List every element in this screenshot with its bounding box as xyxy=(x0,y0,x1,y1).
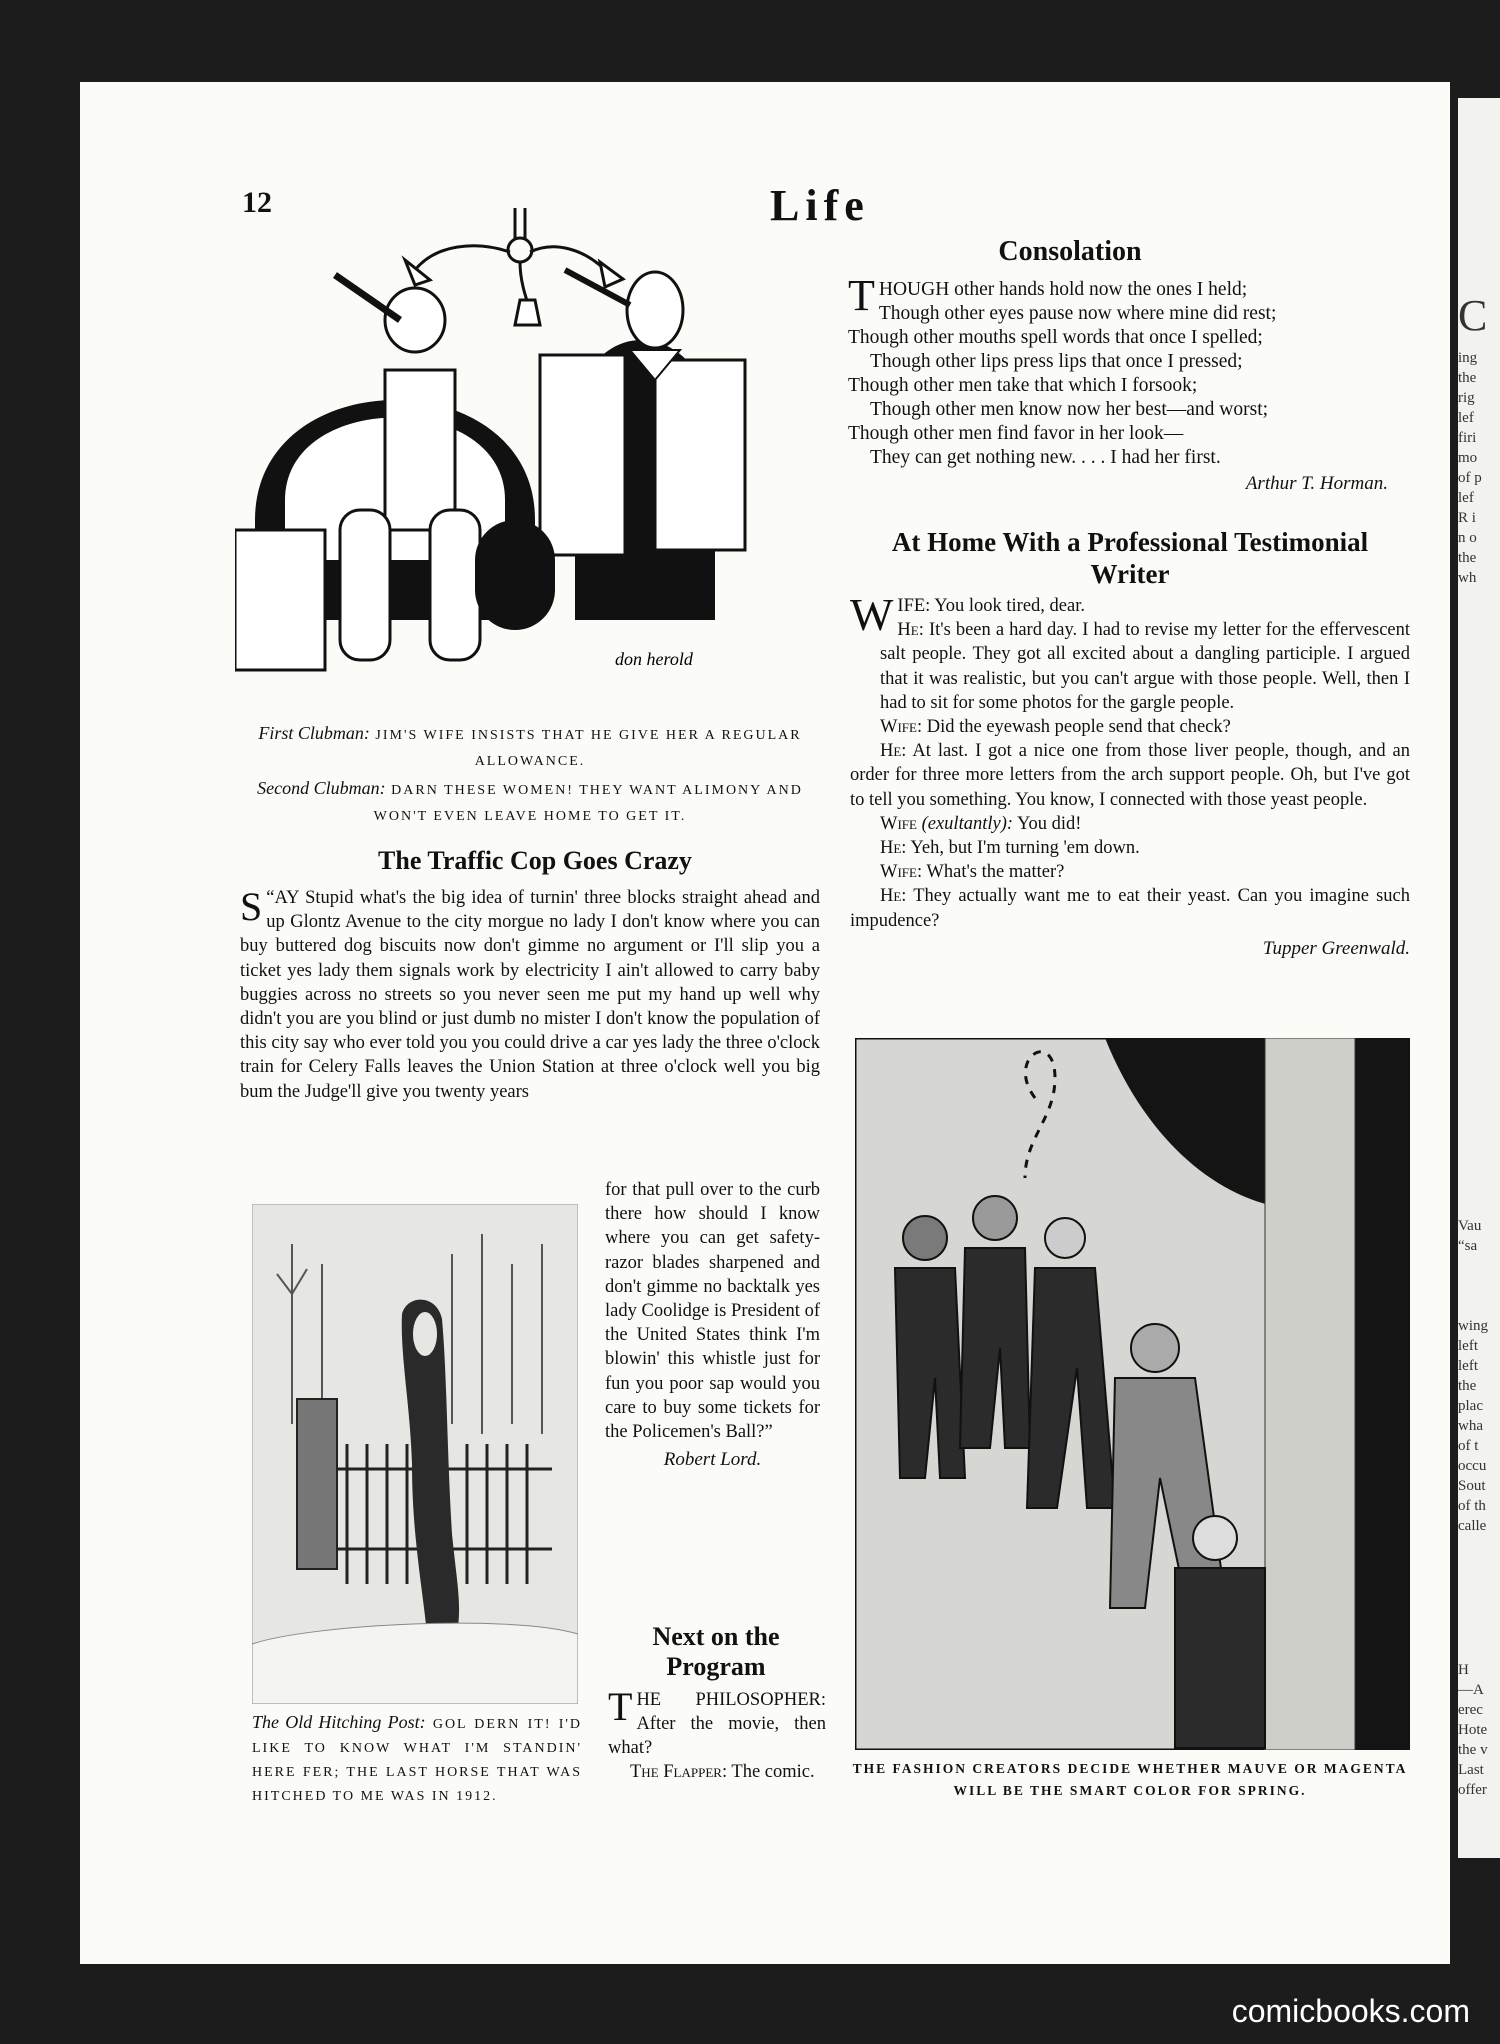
poem-line: HOUGH other hands hold now the ones I held; xyxy=(878,279,1248,300)
he-speaker-2: He: xyxy=(880,741,907,762)
second-clubman-speaker: Second Clubman: xyxy=(257,778,386,798)
poem-line: Though other men know now her best—and worst; xyxy=(870,399,1269,420)
adjacent-page-sliver xyxy=(1458,98,1500,1858)
testimonial-line-7: What's the matter? xyxy=(926,862,1065,883)
adjacent-page-fragment: left xyxy=(1458,1358,1478,1374)
next-program-drop-cap: T xyxy=(608,1684,633,1729)
poem-lines xyxy=(848,271,1388,470)
adjacent-page-fragment: Last xyxy=(1458,1762,1484,1778)
testimonial-drop-cap: W xyxy=(850,589,894,640)
poem-line: They can get nothing new. . . . I had her first. xyxy=(870,447,1221,468)
consolation-author: Arthur T. Horman. xyxy=(1245,473,1388,494)
fashion-creators-cartoon xyxy=(855,1038,1410,1750)
adjacent-page-fragment: plac xyxy=(1458,1398,1483,1414)
adjacent-page-big-letter: C xyxy=(1458,291,1488,340)
adjacent-page-fragment: —A xyxy=(1458,1682,1484,1698)
traffic-body-wide xyxy=(240,886,820,1176)
next-program-title-line2: Program xyxy=(666,1652,766,1681)
wife-speaker-2: Wife: xyxy=(880,717,923,738)
hitching-post-caption-text: GOL DERN IT! I'D LIKE TO KNOW WHAT I'M STANDIN' HERE FER; THE LAST HORSE THAT WAS HITCHED TO ME WAS IN 1912. xyxy=(252,1717,582,1804)
adjacent-page-fragment: wha xyxy=(1458,1418,1483,1434)
poem-line: Though other eyes pause now where mine did rest; xyxy=(878,303,1277,324)
philosopher-line: After the movie, then what? xyxy=(608,1714,826,1758)
testimonial-title-line1: At Home With a Professional Testimonial xyxy=(891,527,1369,557)
testimonial-title-line2: Writer xyxy=(1090,559,1170,589)
poem-line: Though other men take that which I forsook; xyxy=(848,375,1198,396)
adjacent-page-fragment: mo xyxy=(1458,450,1478,466)
first-clubman-drawing xyxy=(235,275,555,670)
first-clubman-speaker: First Clubman: xyxy=(258,723,370,743)
page-number: 12 xyxy=(242,186,272,219)
adjacent-page-fragment: n o xyxy=(1458,530,1477,546)
next-program-title xyxy=(605,1622,827,1682)
consolation-title: Consolation xyxy=(998,236,1142,267)
adjacent-page-fragment: the xyxy=(1458,550,1477,566)
adjacent-page-fragment: the xyxy=(1458,370,1477,386)
adjacent-page-fragment: rig xyxy=(1458,390,1475,406)
flapper-line: The comic. xyxy=(731,1762,815,1782)
testimonial-title xyxy=(845,526,1415,590)
testimonial-line-1: IFE: You look tired, dear. xyxy=(897,596,1085,616)
traffic-text-narrow: for that pull over to the curb there how should I know where you can get safety-razor blades sharpened and don't gimme no backtalk yes lady Coolidge is President of the United States think I'm blowin' this whistle just for fun you poor sap would you care to buy some tickets for the Policemen's Ball?” xyxy=(605,1180,820,1443)
testimonial-line-8: They actually want me to eat their yeast. Can you imagine such impudence? xyxy=(850,886,1411,931)
wife-speaker-3: Wife xyxy=(880,813,917,834)
poem-line: Though other mouths spell words that once I spelled; xyxy=(848,327,1263,348)
testimonial-author: Tupper Greenwald. xyxy=(1262,937,1410,959)
watermark: comicbooks.com xyxy=(1231,1993,1470,2029)
flapper-speaker: The Flapper: xyxy=(630,1762,728,1782)
poem-line: Though other men find favor in her look— xyxy=(848,423,1184,444)
testimonial-line-4: At last. I got a nice one from those liver people, though, and an order for three more letters from the arch support people. Oh, but I've got to tell you something. You know, I connected with those yeast people. xyxy=(850,741,1410,810)
poem-line: Though other lips press lips that once I pressed; xyxy=(870,351,1243,372)
testimonial-line-5: You did! xyxy=(1016,813,1082,834)
testimonial-line-2: It's been a hard day. I had to revise my letter for the effervescent salt people. They got all excited about a dangling participle. I argued that it was realistic, but you can't argue with those people. Well, then I had to sit for some photos for the gargle people. xyxy=(880,620,1411,713)
clubmen-cartoon xyxy=(235,200,835,700)
adjacent-page-fragment: H xyxy=(1458,1662,1469,1678)
testimonial-line-6: Yeh, but I'm turning 'em down. xyxy=(910,838,1140,859)
next-program-title-line1: Next on the xyxy=(652,1622,780,1651)
fashion-caption: THE FASHION CREATORS DECIDE WHETHER MAUVE OR MAGENTA WILL BE THE SMART COLOR FOR SPRING. xyxy=(852,1761,1408,1798)
adjacent-page-fragment: Hote xyxy=(1458,1722,1488,1738)
adjacent-page-fragment: the xyxy=(1458,1378,1477,1394)
second-clubman-line: DARN THESE WOMEN! THEY WANT ALIMONY AND WON'T EVEN LEAVE HOME TO GET IT. xyxy=(373,783,803,824)
testimonial-aside: (exultantly): xyxy=(921,813,1014,834)
testimonial-line-3: Did the eyewash people send that check? xyxy=(926,717,1231,738)
hitching-post-caption xyxy=(252,1710,582,1809)
he-speaker-3: He: xyxy=(880,838,907,859)
he-speaker-1: He: xyxy=(897,620,924,641)
artist-signature: don herold xyxy=(615,649,693,669)
adjacent-page-fragment: occu xyxy=(1458,1458,1487,1474)
second-clubman-drawing xyxy=(540,270,745,620)
adjacent-page-fragment: erec xyxy=(1458,1702,1483,1718)
first-clubman-line: JIM'S WIFE INSISTS THAT HE GIVE HER A REGULAR ALLOWANCE. xyxy=(375,728,802,769)
adjacent-page-fragment: Vau xyxy=(1458,1218,1482,1234)
adjacent-page-fragment: firi xyxy=(1458,430,1477,446)
adjacent-page-fragment: “sa xyxy=(1458,1238,1478,1254)
adjacent-page-fragment: wing xyxy=(1458,1318,1488,1334)
adjacent-page-fragment: ing xyxy=(1458,350,1478,366)
traffic-author: Robert Lord. xyxy=(663,1449,762,1471)
adjacent-page-fragment: offer xyxy=(1458,1782,1487,1798)
adjacent-page-fragment: left xyxy=(1458,1338,1478,1354)
traffic-drop-cap: S xyxy=(240,886,263,929)
adjacent-page-fragment: lef xyxy=(1458,410,1474,426)
consolation-poem xyxy=(848,271,1388,496)
wife-speaker-4: Wife: xyxy=(880,862,923,883)
traffic-title: The Traffic Cop Goes Crazy xyxy=(378,846,692,875)
traffic-body-narrow xyxy=(605,1178,820,1472)
adjacent-page-fragment: the v xyxy=(1458,1742,1488,1758)
adjacent-page-fragment: wh xyxy=(1458,570,1477,586)
traffic-open-quote: “ xyxy=(266,888,275,908)
clubmen-caption xyxy=(240,720,820,830)
adjacent-page-fragment: lef xyxy=(1458,490,1474,506)
next-program-body xyxy=(608,1684,826,1784)
adjacent-page-fragment: Sout xyxy=(1458,1478,1486,1494)
adjacent-page-fragment: of th xyxy=(1458,1498,1486,1514)
masthead: Life xyxy=(770,181,870,230)
testimonial-body xyxy=(850,589,1411,961)
adjacent-page-fragment: R i xyxy=(1458,510,1476,526)
adjacent-page-fragment: of t xyxy=(1458,1438,1479,1454)
philosopher-speaker: HE PHILOSOPHER: xyxy=(636,1690,826,1710)
hitching-post-caption-title: The Old Hitching Post: xyxy=(252,1712,426,1732)
hitching-post-illustration xyxy=(252,1204,578,1704)
traffic-text-main: AY Stupid what's the big idea of turnin' three blocks straight ahead and up Glontz Avenue to the city morgue no lady I don't know where you can buy buttered dog biscuits now don't gimme no argument or I'll slip you a ticket yes lady them signals work by electricity I ain't allowed to carry baby buggies across no streets so you never seen me put my hand up well why didn't you are you blind or just dumb no mister I don't know the population of this city say who ever told you you could drive a car yes lady the three o'clock train for Celery Falls leaves the Union Station at three o'clock well you big bum the Judge'll give you twenty years xyxy=(240,888,820,1102)
adjacent-page-fragment: calle xyxy=(1458,1518,1487,1534)
he-speaker-4: He: xyxy=(880,886,907,907)
adjacent-page-fragment: of p xyxy=(1458,470,1482,486)
consolation-drop-cap: T xyxy=(848,271,875,320)
